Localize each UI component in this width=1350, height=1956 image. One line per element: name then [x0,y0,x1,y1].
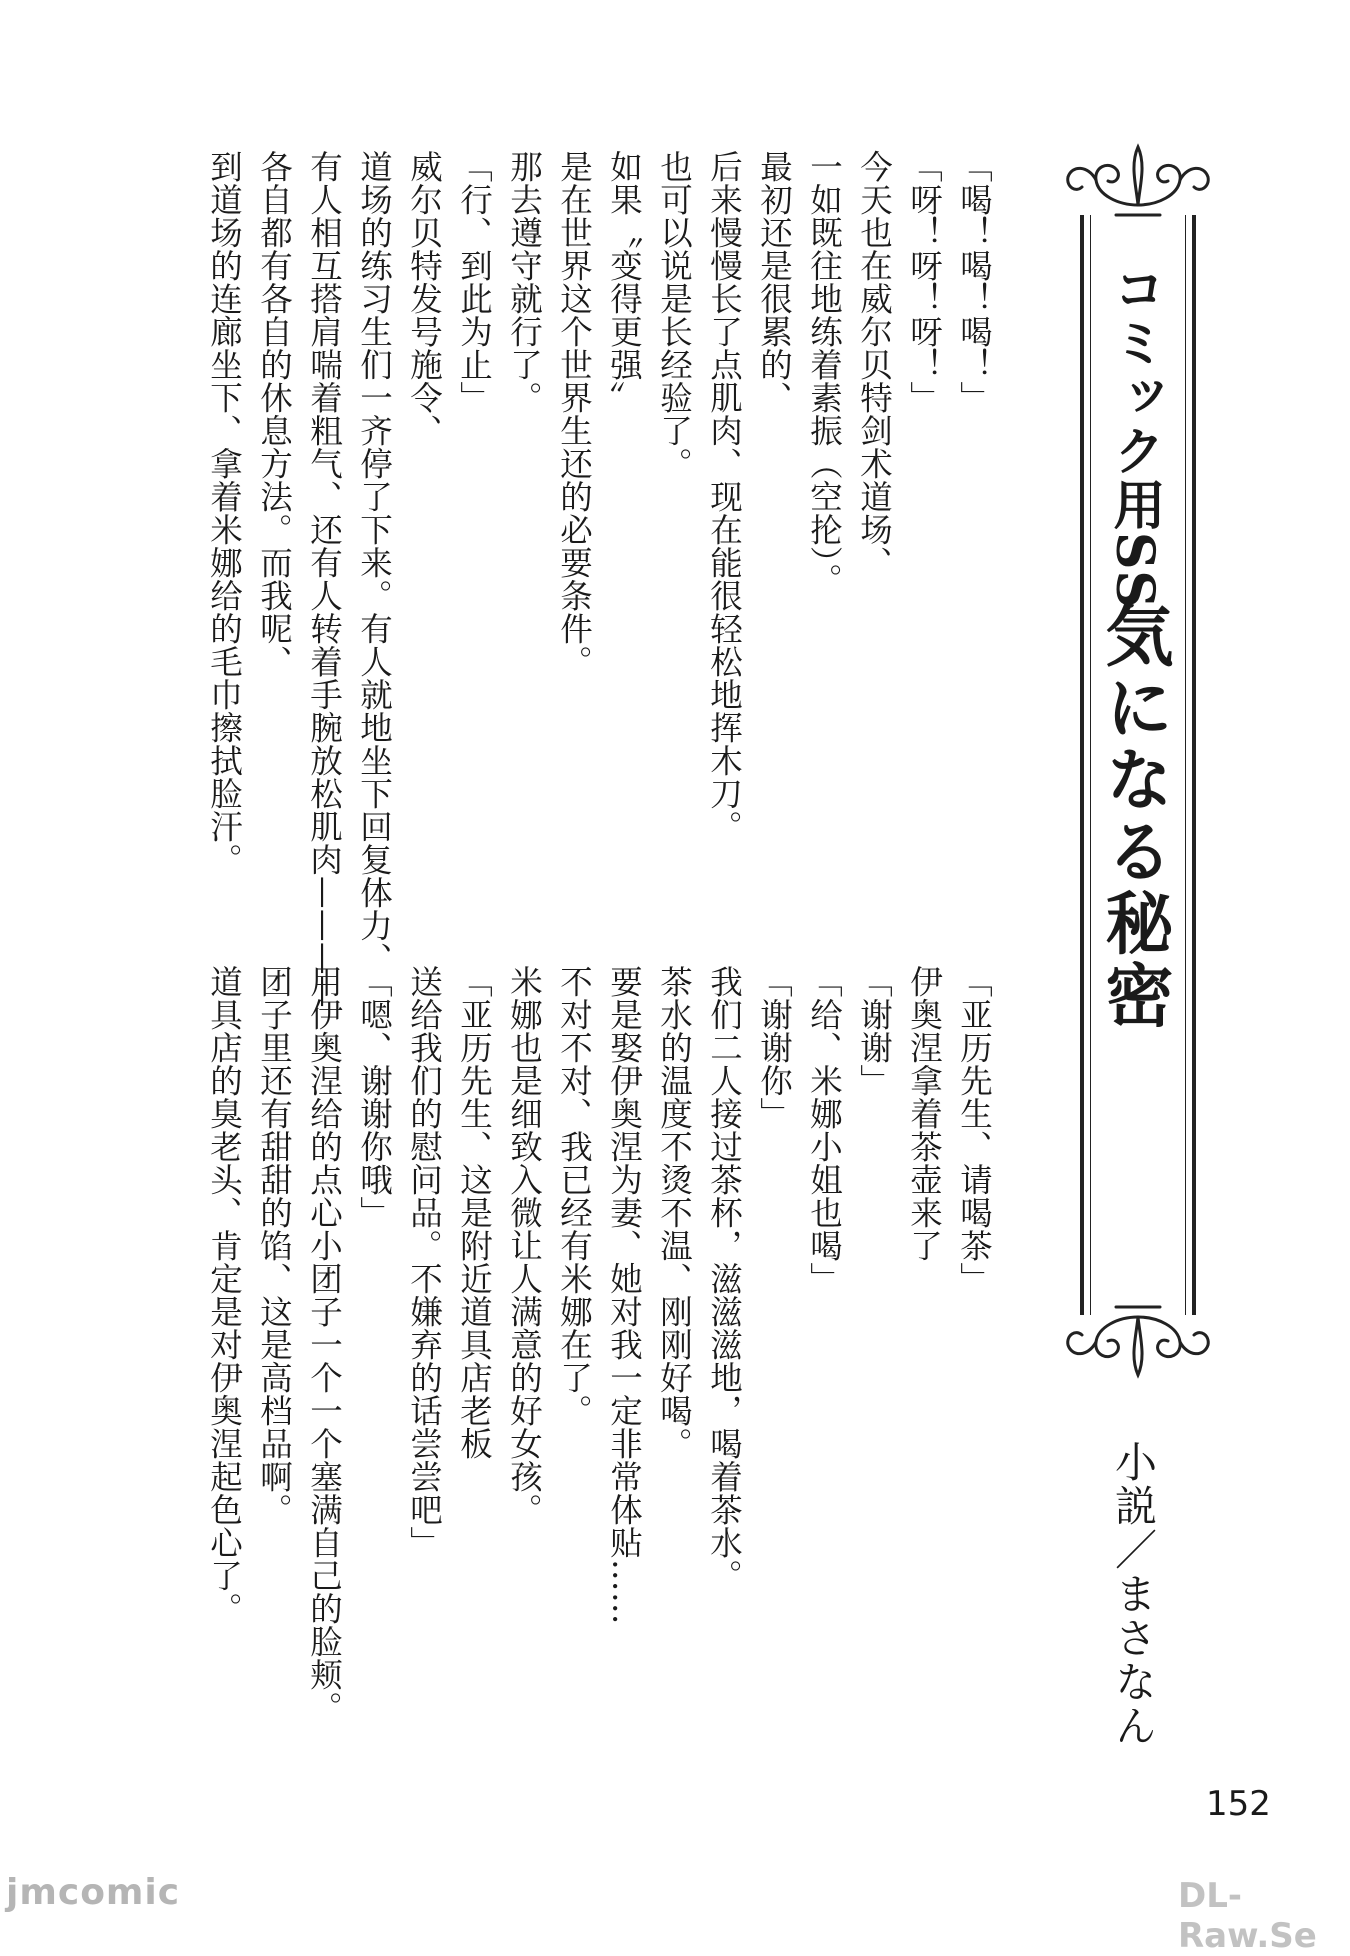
author-byline: 小説／まさなん [1109,1440,1158,1748]
text-line: 那去遵守就行了。 [505,150,544,414]
text-line: 伊奥涅拿着茶壶来了 [905,965,944,1262]
watermark-right: DL-Raw.Se [1178,1876,1317,1956]
title-label: コミック用SS [1104,262,1165,610]
text-line: 「给、米娜小姐也喝」 [805,965,844,1295]
text-line: 今天也在威尔贝特剑术道场、 [855,150,894,579]
text-line: 「谢谢你」 [755,965,794,1130]
text-line: 「喝！喝！喝！」 [955,150,994,414]
text-line: 是在世界这个世界生还的必要条件。 [555,150,594,678]
ornament-top-icon [1058,135,1218,225]
text-line: 道具店的臭老头、肯定是对伊奥涅起色心了。 [205,965,244,1625]
text-line: 「行、到此为止」 [455,150,494,414]
text-line: 用伊奥涅给的点心小团子一个一个塞满自己的脸颊。 [305,965,344,1724]
text-line: 「呀！呀！呀！」 [905,150,944,414]
text-line: 有人相互搭肩喘着粗气、还有人转着手腕放松肌肉———— [305,150,344,1008]
text-line: 「亚历先生、请喝茶」 [955,965,994,1295]
text-line: 茶水的温度不烫不温、刚刚好喝。 [655,965,694,1460]
text-line: 一如既往地练着素振（空抡）。 [805,150,844,596]
text-line: 如果〝变得更强〟 [605,150,644,414]
text-line: 「嗯、谢谢你哦」 [355,965,394,1229]
text-line: 威尔贝特发号施令、 [405,150,444,447]
page-number: 152 [1206,1784,1271,1824]
ornament-bottom-icon [1058,1297,1218,1387]
text-line: 要是娶伊奥涅为妻、她对我一定非常体贴…… [605,965,644,1625]
text-line: 「谢谢」 [855,965,894,1097]
text-line: 道场的练习生们一齐停了下来。有人就地坐下回复体力、 [355,150,394,975]
text-line: 到道场的连廊坐下、拿着米娜给的毛巾擦拭脸汗。 [205,150,244,876]
text-line: 团子里还有甜甜的馅、这是高档品啊。 [255,965,294,1526]
text-line: 送给我们的慰问品。不嫌弃的话尝尝吧」 [405,965,444,1559]
watermark-left: jmcomic [6,1872,181,1913]
text-line: 最初还是很累的、 [755,150,794,414]
text-line: 后来慢慢长了点肌肉、现在能很轻松地挥木刀。 [705,150,744,843]
text-line: 也可以说是长经验了。 [655,150,694,480]
text-line: 我们二人接过茶杯，滋滋滋地，喝着茶水。 [705,965,744,1592]
text-line: 不对不对、我已经有米娜在了。 [555,965,594,1427]
text-line: 米娜也是细致入微让人满意的好女孩。 [505,965,544,1526]
page-title: 気になる秘密 [1094,600,1174,1032]
text-line: 「亚历先生、这是附近道具店老板 [455,965,494,1460]
text-line: 各自都有各自的休息方法。而我呢、 [255,150,294,678]
